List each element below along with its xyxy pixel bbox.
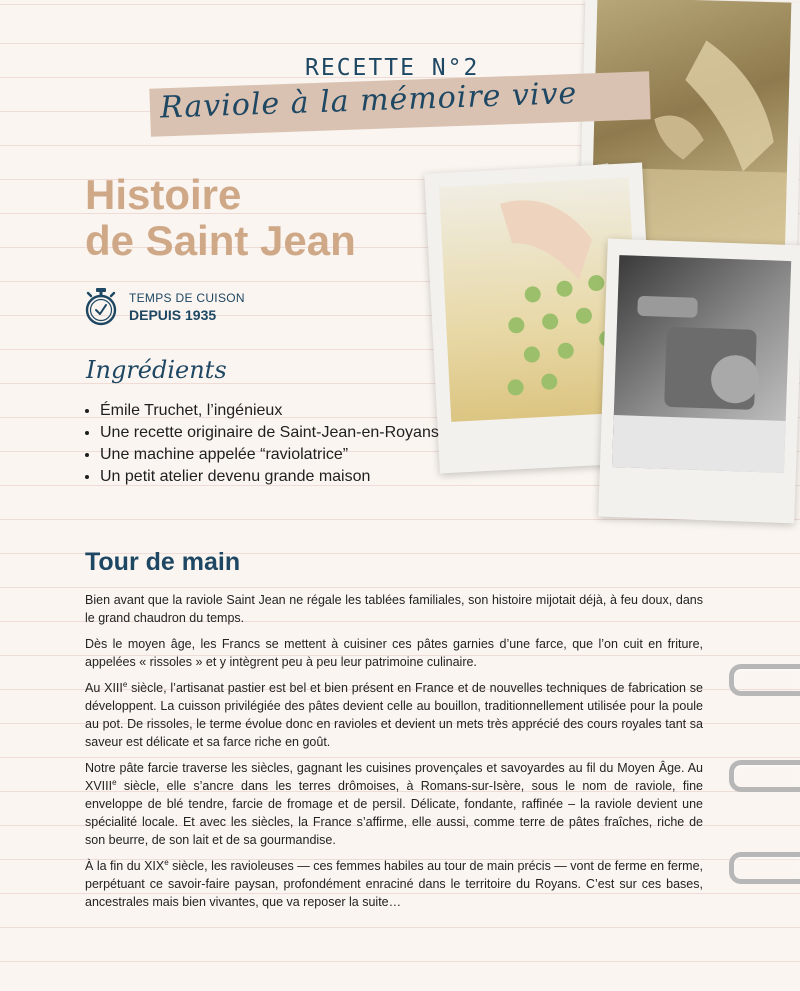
paragraph-text: À la fin du XIX <box>85 859 165 873</box>
ingredients-list <box>80 400 439 488</box>
paragraph <box>85 857 703 911</box>
recipe-number: RECETTE N°2 <box>305 55 480 81</box>
cooking-time <box>85 288 245 326</box>
stopwatch-icon <box>85 288 117 326</box>
superscript: e <box>112 777 117 787</box>
paragraph-text: siècle, les ravioleuses — ces femmes habiles au tour de main précis — vont de ferme en ferme, perpétuant ce savoir-faire paysan, profondément enraciné dans le territoire du Royans. C’est sur ces bases, ancestrales mais bien vivantes, que va reposer la suite… <box>85 859 703 909</box>
paragraph-text: siècle, l’artisanat pastier est bel et bien présent en France et de nouvelles techniques de fabrication se développent. La cuisson privilégiée des pâtes devient celle au bouillon, traditionnellement utilisée pour la poule au pot. De rissoles, le terme évolue donc en ravioles et devient un mets très apprécié des cours royales tant sa saveur est délicate et sa farce riche en goût. <box>85 681 703 749</box>
paragraph: Bien avant que la raviole Saint Jean ne régale les tablées familiales, son histoire mijotait déjà, à feu doux, dans le grand chaudron du temps. <box>85 593 703 625</box>
page-title-line2: de Saint Jean <box>85 217 356 264</box>
superscript: e <box>164 857 169 867</box>
ingredients-heading: Ingrédients <box>86 356 227 384</box>
paragraph <box>85 679 703 751</box>
ingredient-item: • Un petit atelier devenu grande maison <box>100 466 439 488</box>
ingredient-item: • Une recette originaire de Saint-Jean-en-Royans <box>100 422 439 444</box>
paragraph <box>85 759 703 849</box>
page-title-line1: Histoire <box>85 171 242 218</box>
paragraph-text: Au XIII <box>85 681 123 695</box>
binder-ring <box>729 760 800 792</box>
section-heading: Tour de main <box>85 548 241 576</box>
cooking-time-label: TEMPS DE CUISON <box>129 291 245 305</box>
ingredient-item: • Émile Truchet, l’ingénieux <box>100 400 439 422</box>
body-text <box>85 591 703 919</box>
ingredient-item: • Une machine appelée “raviolatrice” <box>100 444 439 466</box>
photo-raviolatrice-machine <box>598 239 800 524</box>
paragraph: Dès le moyen âge, les Francs se mettent à cuisiner ces pâtes garnies d’une farce, que l’on cuit en friture, appelées « rissoles » et y intègrent peu à peu leur patrimoine culinaire. <box>85 637 703 669</box>
recipe-subtitle: Raviole à la mémoire vive <box>159 75 578 126</box>
binder-ring <box>729 664 800 696</box>
cooking-time-value: DEPUIS 1935 <box>129 307 217 323</box>
superscript: e <box>122 679 128 689</box>
paragraph-text: siècle, elle s’ancre dans les terres drômoises, à Romans-sur-Isère, sous le nom de raviole, fine enveloppe de blé tendre, farcie de fromage et de persil. Délicate, fondante, raffinée – la raviole devient une spécialité locale. Et avec les siècles, la France s’affirme, elle aussi, comme terre de pâtes fraîches, riche de son beurre, de son lait et de sa gourmandise. <box>85 779 703 847</box>
photo-raviolatrice-machine-image <box>612 255 791 473</box>
paragraph-text: Notre pâte farcie traverse les siècles, gagnant les cuisines provençales et savoyardes au fil du Moyen Âge. Au XVIII <box>85 761 703 793</box>
page-title <box>85 172 445 264</box>
binder-ring <box>729 852 800 884</box>
